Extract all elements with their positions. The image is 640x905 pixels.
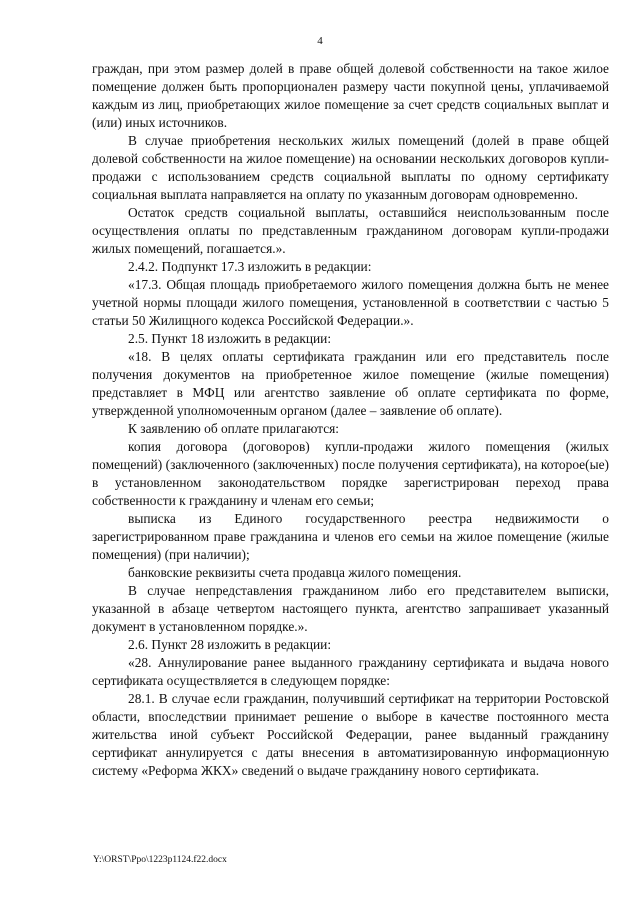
- document-body: [92, 60, 609, 780]
- paragraph-attachment-contract-copy: копия договора (договоров) купли-продажи жилого помещения (жилых помещений) (заключенного (заключенных) после получения сертификата), на которое(ые) в установленном законодательством порядке зарегистрирован переход права собственности к гражданину и членам его семьи;: [92, 439, 609, 508]
- paragraph-clause-2-5: 2.5. Пункт 18 изложить в редакции:: [128, 331, 332, 346]
- paragraph-clause-18: «18. В целях оплаты сертификата гражданин или его представитель после получения документов на приобретенное жилое помещение (жилые помещения) представляет в МФЦ или агентство заявление об оплате сертификата по форме, утвержденной уполномоченным органом (далее – заявление об оплате).: [92, 349, 609, 418]
- paragraph-attachment-bank-details: банковские реквизиты счета продавца жилого помещения.: [128, 565, 462, 580]
- paragraph-remaining-balance: Остаток средств социальной выплаты, оставшийся неиспользованным после осуществления оплаты по представленным гражданином договорам купли-продажи жилых помещений, погашается.».: [92, 205, 609, 256]
- paragraph-clause-2-6: 2.6. Пункт 28 изложить в редакции:: [128, 637, 332, 652]
- page-number: 4: [317, 35, 323, 47]
- paragraph-continuation: граждан, при этом размер долей в праве общей долевой собственности на такое жилое помещение должен быть пропорционален размеру части покупной цены, уплачиваемой каждым из лиц, приобретающих жилое помещение за счет средств социальных выплат и (или) иных источников.: [92, 61, 609, 130]
- paragraph-agency-request: В случае непредставления гражданином либо его представителем выписки, указанной в абзаце четвертом настоящего пункта, агентство запрашивает указанный документ в установленном порядке.».: [92, 583, 609, 634]
- paragraph-subclause-17-3: «17.3. Общая площадь приобретаемого жилого помещения должна быть не менее учетной нормы площади жилого помещения, установленной в соответствии с частью 5 статьи 50 Жилищного кодекса Российской Федерации.».: [92, 277, 609, 328]
- paragraph-subclause-28-1: 28.1. В случае если гражданин, получивший сертификат на территории Ростовской области, впоследствии принимает решение о выборе в качестве постоянного места жительства иной субъект Российской Федерации, ранее выданный гражданину сертификат аннулируется с даты внесения в автоматизированную информационную систему «Реформа ЖКХ» сведений о выдаче гражданину нового сертификата.: [92, 691, 609, 778]
- paragraph-attachment-registry-extract: выписка из Единого государственного реестра недвижимости о зарегистрированном праве гражданина и членов его семьи на жилое помещение (жилые помещения) (при наличии);: [92, 511, 609, 562]
- paragraph-multiple-dwellings: В случае приобретения нескольких жилых помещений (долей в праве общей долевой собственности на жилое помещение) на основании нескольких договоров купли-продажи с использованием средств социальной выплаты по одному сертификату социальная выплата направляется на оплату по указанным договорам одновременно.: [92, 133, 609, 202]
- paragraph-attachments-intro: К заявлению об оплате прилагаются:: [128, 421, 340, 436]
- paragraph-clause-28: «28. Аннулирование ранее выданного гражданину сертификата и выдача нового сертификата осуществляется в следующем порядке:: [92, 655, 609, 688]
- footer-file-path: Y:\ORST\Ppo\1223p1124.f22.docx: [93, 855, 227, 865]
- paragraph-clause-2-4-2: 2.4.2. Подпункт 17.3 изложить в редакции:: [128, 259, 372, 274]
